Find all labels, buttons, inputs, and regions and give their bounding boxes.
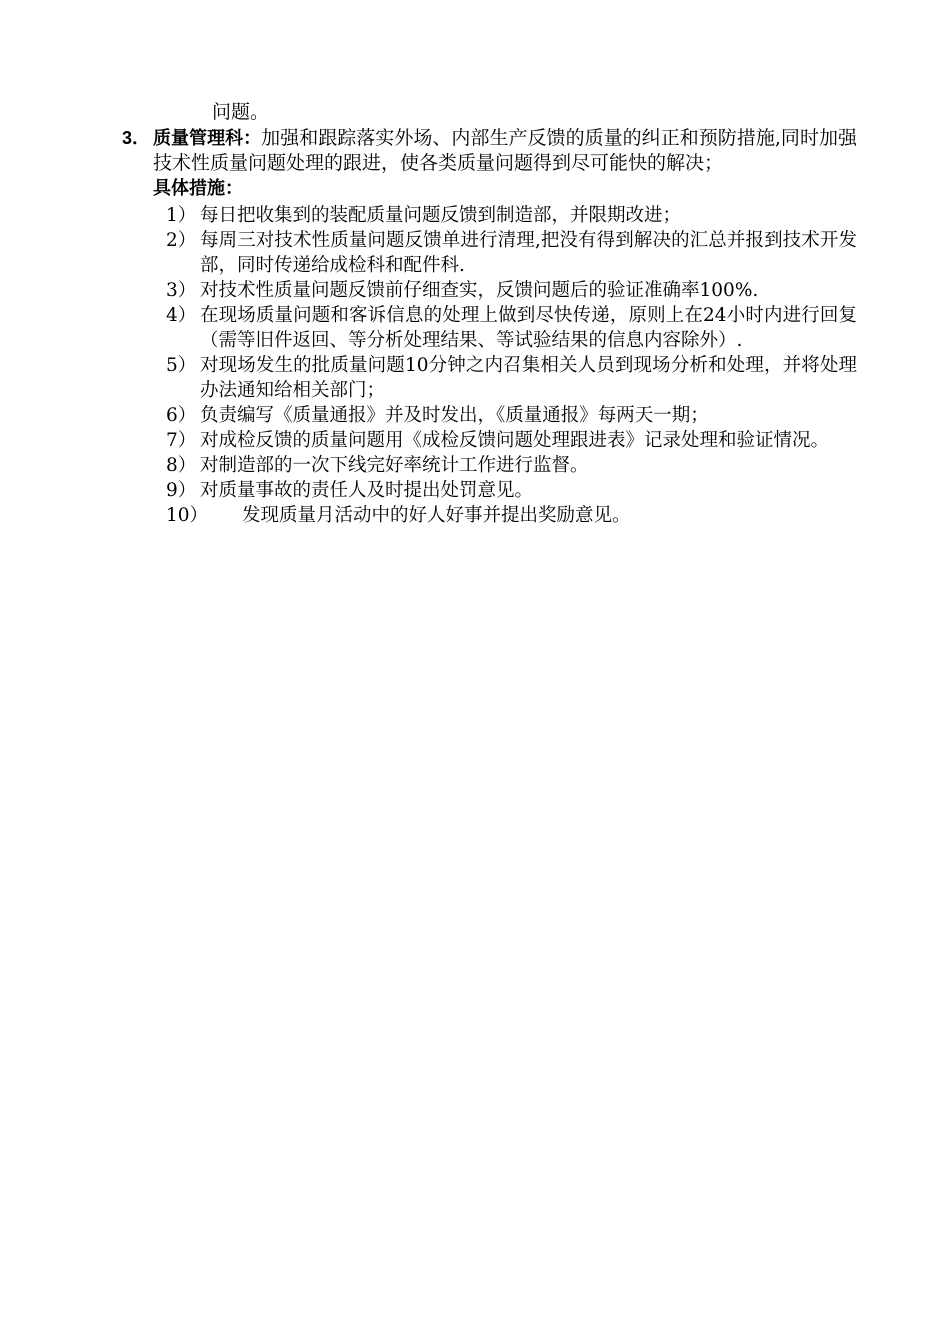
list-item <box>122 478 857 503</box>
list-marker: 10） <box>166 505 209 526</box>
list-marker: 7） <box>166 430 197 451</box>
list-item <box>122 403 857 428</box>
list-item <box>122 278 857 303</box>
list-marker: 5） <box>166 355 197 376</box>
list-item <box>122 303 857 353</box>
list-item-text: 对现场发生的批质量问题10分钟之内召集相关人员到现场分析和处理，并将处理办法通知给相关部门； <box>200 355 857 401</box>
continuation-text: 问题。 <box>212 101 270 123</box>
list-item <box>122 428 857 453</box>
list-item-text: 在现场质量问题和客诉信息的处理上做到尽快传递，原则上在24小时内进行回复（需等旧件返回、等分析处理结果、等试验结果的信息内容除外）. <box>200 305 857 351</box>
list-item-text: 每日把收集到的装配质量问题反馈到制造部，并限期改进； <box>200 205 682 226</box>
list-item <box>122 228 857 278</box>
section-title: 质量管理科： <box>153 128 262 149</box>
list-item-text: 对质量事故的责任人及时提出处罚意见。 <box>200 480 534 501</box>
section-heading-paragraph <box>122 126 857 176</box>
list-item <box>122 353 857 403</box>
section-number: 3． <box>122 128 151 148</box>
list-item <box>122 453 857 478</box>
list-marker: 2） <box>166 230 197 251</box>
measures-label: 具体措施： <box>153 178 243 199</box>
list-item-text: 发现质量月活动中的好人好事并提出奖励意见。 <box>242 505 631 526</box>
measures-list <box>122 203 857 528</box>
list-marker: 3） <box>166 280 197 301</box>
list-item <box>122 503 857 528</box>
list-marker: 8） <box>166 455 197 476</box>
list-marker: 4） <box>166 305 197 326</box>
list-item-text: 每周三对技术性质量问题反馈单进行清理,把没有得到解决的汇总并报到技术开发部，同时传递给成检科和配件科. <box>200 230 857 276</box>
list-marker: 6） <box>166 405 197 426</box>
list-marker: 1） <box>166 205 197 226</box>
list-marker: 9） <box>166 480 197 501</box>
list-item-text: 对技术性质量问题反馈前仔细查实，反馈问题后的验证准确率100%. <box>200 280 759 301</box>
list-item-text: 负责编写《质量通报》并及时发出，《质量通报》每两天一期； <box>200 405 709 426</box>
quality-management-section <box>122 126 857 528</box>
list-item-text: 对制造部的一次下线完好率统计工作进行监督。 <box>200 455 589 476</box>
section-body: 加强和跟踪落实外场、内部生产反馈的质量的纠正和预防措施,同时加强技术性质量问题处理的跟进，使各类质量问题得到尽可能快的解决； <box>153 127 857 174</box>
list-item <box>122 203 857 228</box>
list-item-text: 对成检反馈的质量问题用《成检反馈问题处理跟进表》记录处理和验证情况。 <box>200 430 830 451</box>
